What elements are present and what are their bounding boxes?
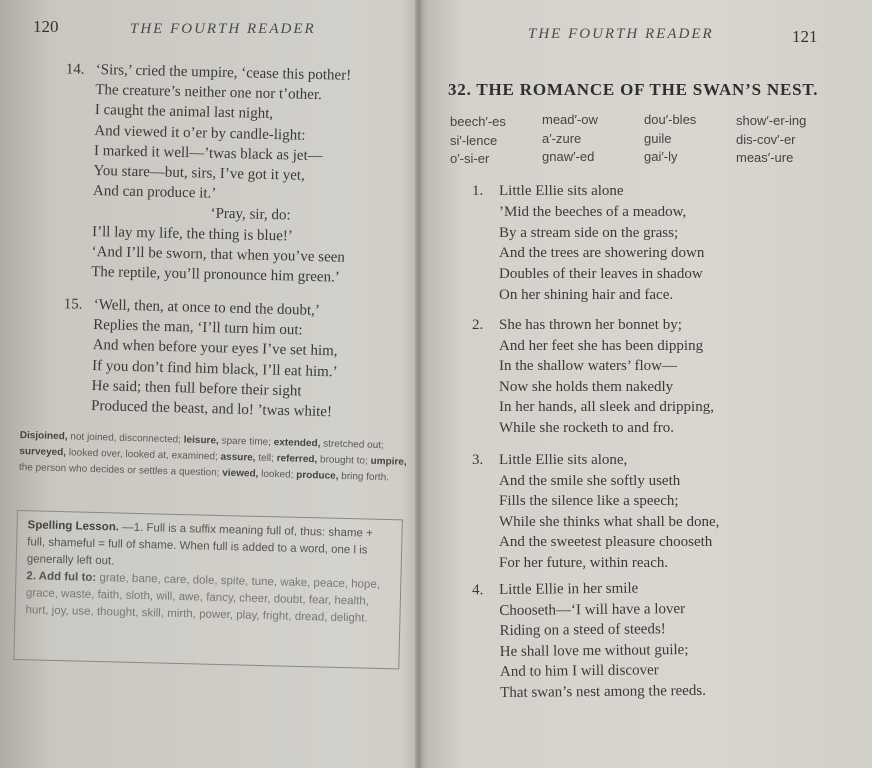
poem-line: You stare—but, sirs, I’ve got it yet,	[93, 162, 305, 184]
gloss-definition: bring forth.	[341, 470, 390, 484]
poem-line: And the sweetest pleasure chooseth	[499, 534, 713, 551]
poem-line: ‘Pray, sir, do:	[210, 206, 291, 224]
glossary	[19, 428, 412, 487]
poem-line: Fills the silence like a speech;	[499, 493, 679, 510]
left-page	[0, 0, 418, 768]
poem-line: Replies the man, ‘I’ll turn him out:	[92, 317, 303, 339]
vocab-word: meas′-ure	[736, 150, 794, 165]
spelling-lesson-item-1: —1. Full is a suffix meaning full of, thus: shame + full, shameful = full of shame. When full is added to a word, one l is generally left out.	[26, 521, 373, 568]
vocabulary-column-1	[450, 113, 506, 169]
poem-line: On her shining hair and face.	[499, 286, 674, 303]
poem-line: In the shallow waters’ flow—	[499, 358, 678, 375]
gloss-definition: spare time;	[221, 435, 272, 449]
vocabulary-column-2	[542, 111, 598, 167]
page-number: 120	[33, 17, 59, 36]
poem-line: If you don’t find him black, I’ll eat him.’	[91, 357, 338, 381]
poem-line: Little Ellie sits alone,	[499, 452, 628, 468]
vocab-word: si′-lence	[450, 132, 498, 148]
gloss-definition: not joined, disconnected;	[70, 431, 182, 446]
running-head: THE FOURTH READER	[130, 21, 316, 37]
poem-line: ’Mid the beeches of a meadow,	[499, 203, 687, 220]
gloss-term: leisure,	[183, 434, 219, 447]
stanza-number: 14.	[65, 61, 85, 78]
vocabulary-column-3	[644, 111, 696, 167]
poem-line: By a stream side on the grass;	[499, 224, 679, 241]
poem-line: And the smile she softly useth	[499, 472, 681, 489]
poem-line: While she rocketh to and fro.	[499, 419, 674, 436]
gloss-definition: stretched out;	[323, 438, 384, 452]
gloss-definition: brought to;	[319, 454, 368, 467]
spelling-lesson-title: Spelling Lesson.	[27, 519, 120, 534]
stanza-number: 1.	[472, 183, 484, 199]
vocab-word: guile	[644, 130, 672, 146]
poem-line: Now she holds them nakedly	[499, 378, 674, 395]
vocab-word: mead′-ow	[542, 112, 598, 127]
gloss-term: umpire,	[370, 455, 407, 468]
poem-line: The creature’s neither one nor t’other.	[95, 82, 323, 104]
stanza-number: 4.	[472, 582, 484, 599]
poem-line: And can produce it.’	[92, 183, 217, 202]
poem-line: The reptile, you’ll pronounce him green.’	[91, 263, 340, 286]
poem-line: ‘And I’ll be sworn, that when you’ve seen	[91, 243, 346, 266]
poem-line: That swan’s nest among the reeds.	[500, 682, 707, 701]
poem-line: Chooseth—‘I will have a lover	[499, 600, 686, 619]
poem-line: Little Ellie sits alone	[499, 183, 624, 199]
lesson-title: 32. THE ROMANCE OF THE SWAN’S NEST.	[448, 80, 819, 99]
gloss-term: produce,	[296, 469, 339, 482]
poem-line: Produced the beast, and lo! ’twas white!	[90, 397, 333, 421]
vocab-word: dis-cov′-er	[736, 131, 796, 147]
poem-line: And her feet she has been dipping	[499, 337, 704, 354]
poem-line: Little Ellie in her smile	[499, 580, 639, 598]
poem-line: ‘Sirs,’ cried the umpire, ‘cease this pother!	[95, 61, 352, 84]
vocab-word: o′-si-er	[450, 151, 490, 166]
gloss-definition: looked over, looked at, examined;	[68, 447, 218, 463]
spelling-lesson-box	[13, 510, 403, 669]
poem-line: He shall love me without guile;	[499, 641, 689, 660]
gloss-term: assure,	[220, 451, 256, 464]
stanza-15	[63, 295, 340, 423]
gloss-term: surveyed,	[19, 445, 67, 459]
stanza-number: 3.	[472, 452, 484, 468]
gloss-term: viewed,	[222, 467, 259, 480]
poem-line: And when before your eyes I’ve set him,	[92, 337, 338, 360]
spelling-lesson-item-2-label: 2. Add ful to:	[26, 570, 97, 584]
page-number: 121	[792, 27, 818, 46]
poem-line: I’ll lay my life, the thing is blue!’	[91, 223, 294, 245]
gloss-definition: tell;	[258, 452, 275, 465]
poem-line: For her future, within reach.	[499, 554, 669, 571]
stanza-4	[472, 578, 707, 704]
right-page	[424, 0, 872, 768]
vocab-word: beech′-es	[450, 114, 506, 129]
poem-line: I marked it well—’twas black as jet—	[93, 142, 323, 164]
poem-line: ‘Well, then, at once to end the doubt,’	[93, 296, 321, 319]
vocab-word: gnaw′-ed	[542, 149, 595, 164]
gloss-definition: the person who decides or settles a question;	[18, 461, 220, 479]
vocabulary-column-4	[736, 112, 806, 168]
poem-line: While she thinks what shall be done,	[499, 513, 720, 530]
stanza-3	[472, 450, 720, 574]
stanza-number: 2.	[472, 317, 484, 333]
spelling-lesson-word-list: grate, bane, care, dole, spite, tune, wake, peace, hope, grace, waste, faith, sloth, will, awe, fancy, cheer, doubt, fear, health, hurt, joy, use, thought, skill, mirth, power, play, fright, dread, delight.	[25, 572, 381, 625]
poem-line: Doubles of their leaves in shadow	[499, 266, 703, 283]
poem-line: Riding on a steed of steeds!	[499, 621, 666, 640]
poem-line: In her hands, all sleek and dripping,	[499, 399, 714, 416]
gloss-term: extended,	[273, 437, 321, 450]
gloss-term: referred,	[276, 453, 318, 466]
stanza-2	[472, 315, 714, 439]
stanza-number: 15.	[63, 296, 83, 313]
stanza-1	[472, 181, 705, 306]
running-head: THE FOURTH READER	[528, 26, 714, 42]
poem-line: And viewed it o’er by candle-light:	[94, 122, 306, 144]
poem-line: I caught the animal last night,	[94, 102, 274, 123]
poem-line: He said; then full before their sight	[91, 377, 302, 400]
vocab-word: dou′-bles	[644, 112, 697, 127]
poem-line: She has thrown her bonnet by;	[499, 317, 682, 333]
gloss-definition: looked;	[261, 468, 294, 481]
poem-line: And to him I will discover	[499, 662, 659, 681]
gloss-term: Disjoined,	[19, 429, 68, 443]
vocab-word: show′-er-ing	[736, 113, 807, 128]
poem-line: And the trees are showering down	[499, 245, 705, 262]
stanza-14	[65, 60, 352, 288]
vocab-word: gai′-ly	[644, 149, 678, 164]
vocab-word: a′-zure	[542, 130, 582, 146]
